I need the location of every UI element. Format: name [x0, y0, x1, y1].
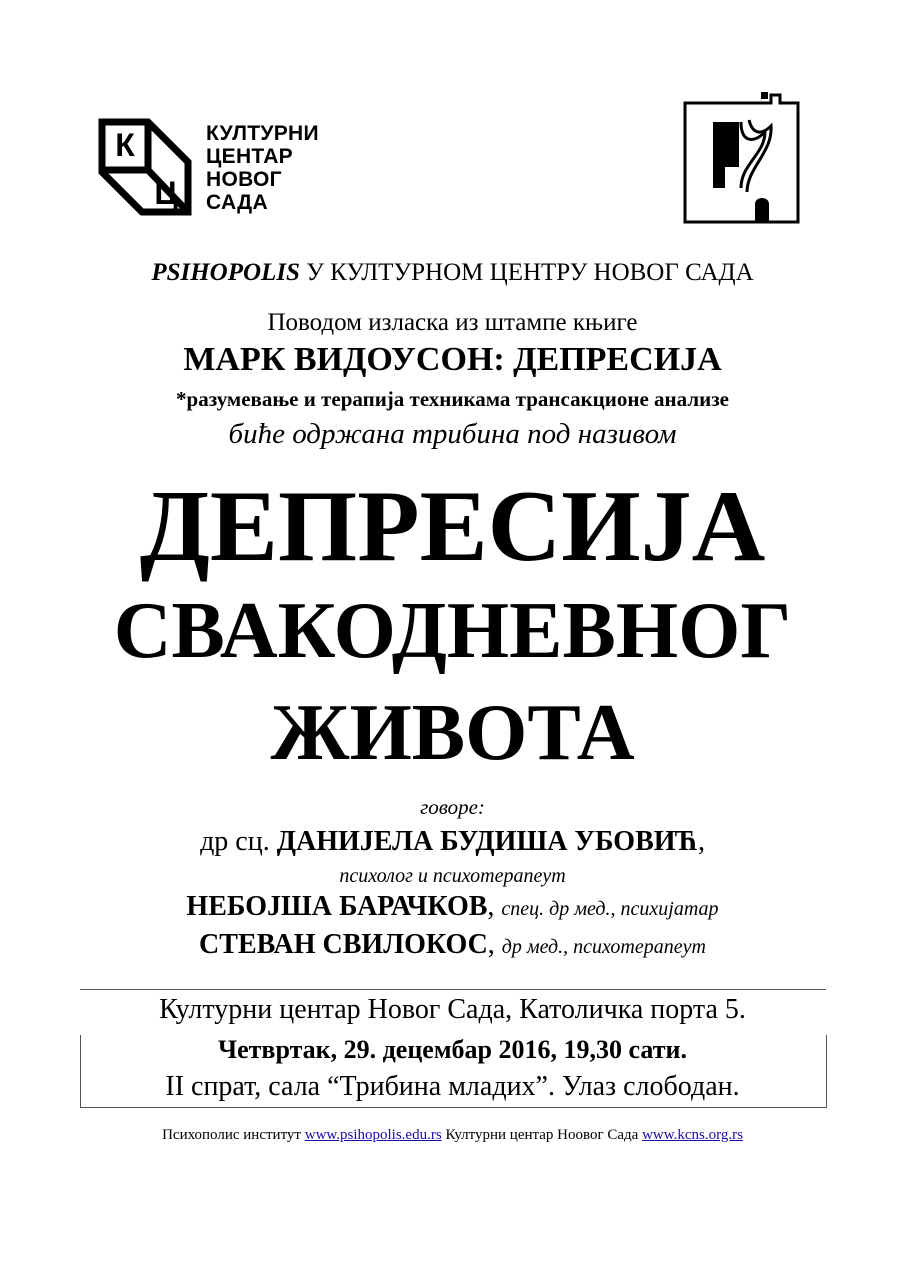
footer [0, 1127, 905, 1144]
divider [80, 989, 826, 990]
speaker-suffix: , [487, 891, 502, 922]
kcns-name-line: ЦЕНТАР [206, 145, 293, 168]
kcns-name-line: КУЛТУРНИ [206, 122, 319, 145]
event-title-line: СВАКОДНЕВНОГ [113, 587, 792, 675]
intro-text: У КУЛТУРНОМ ЦЕНТРУ НОВОГ САДА [299, 259, 754, 286]
brand-name: PSIHOPOLIS [151, 259, 300, 286]
venue-text: Културни центар Новог Сада, Католичка порта 5. [159, 994, 746, 1025]
kcns-cube-icon [98, 118, 194, 218]
speaker-role: спец. др мед., психијатар [501, 898, 719, 920]
footer-org-2: Културни центар Ноовог Сада [441, 1127, 643, 1143]
kcns-name-line: САДА [206, 191, 268, 214]
speaker-2 [0, 891, 905, 923]
speaker-3 [0, 929, 905, 961]
event-title-line: ЖИВОТА [270, 689, 635, 777]
speaker-suffix: , [487, 929, 502, 960]
speaker-role: др мед., психотерапеут [501, 936, 706, 958]
speakers-label: говоре: [420, 795, 485, 819]
speaker-name: НЕБОЈША БАРАЧКОВ [186, 891, 488, 922]
speaker-suffix: , [697, 826, 705, 857]
event-title-line: ДЕПРЕСИЈА [139, 470, 766, 583]
kcns-logo [98, 118, 338, 218]
lead-text: биће одржана трибина под називом [228, 418, 677, 450]
speaker-1 [0, 826, 905, 858]
speaker-name: ДАНИЈЕЛА БУДИША УБОВИЋ [276, 826, 698, 857]
speaker-prefix: др сц. [200, 826, 277, 857]
footer-org-1: Психополис институт [162, 1127, 305, 1143]
kcns-link[interactable]: www.kcns.org.rs [642, 1127, 743, 1143]
psihopolis-tower-icon [683, 92, 800, 224]
psihopolis-tower-logo [683, 92, 800, 224]
book-subtitle: *разумевање и терапија техникама трансакционе анализе [176, 387, 729, 411]
kcns-name-line: НОВОГ [206, 168, 282, 191]
speaker-role: психолог и психотерапеут [339, 865, 566, 887]
occasion-text: Поводом изласка из штампе књиге [267, 309, 638, 336]
kcns-letter-top: К [115, 127, 135, 163]
kcns-letter-bottom: Ц [154, 175, 178, 211]
floor-text: II спрат, сала “Трибина младих”. Улаз слободан. [165, 1071, 740, 1102]
intro-line [0, 259, 905, 287]
psihopolis-link[interactable]: www.psihopolis.edu.rs [304, 1127, 442, 1143]
kcns-name [206, 122, 346, 214]
datetime-text: Четвртак, 29. децембар 2016, 19,30 сати. [218, 1035, 687, 1064]
speaker-name: СТЕВАН СВИЛОКОС [199, 929, 488, 960]
book-title: МАРК ВИДОУСОН: ДЕПРЕСИЈА [183, 341, 722, 378]
